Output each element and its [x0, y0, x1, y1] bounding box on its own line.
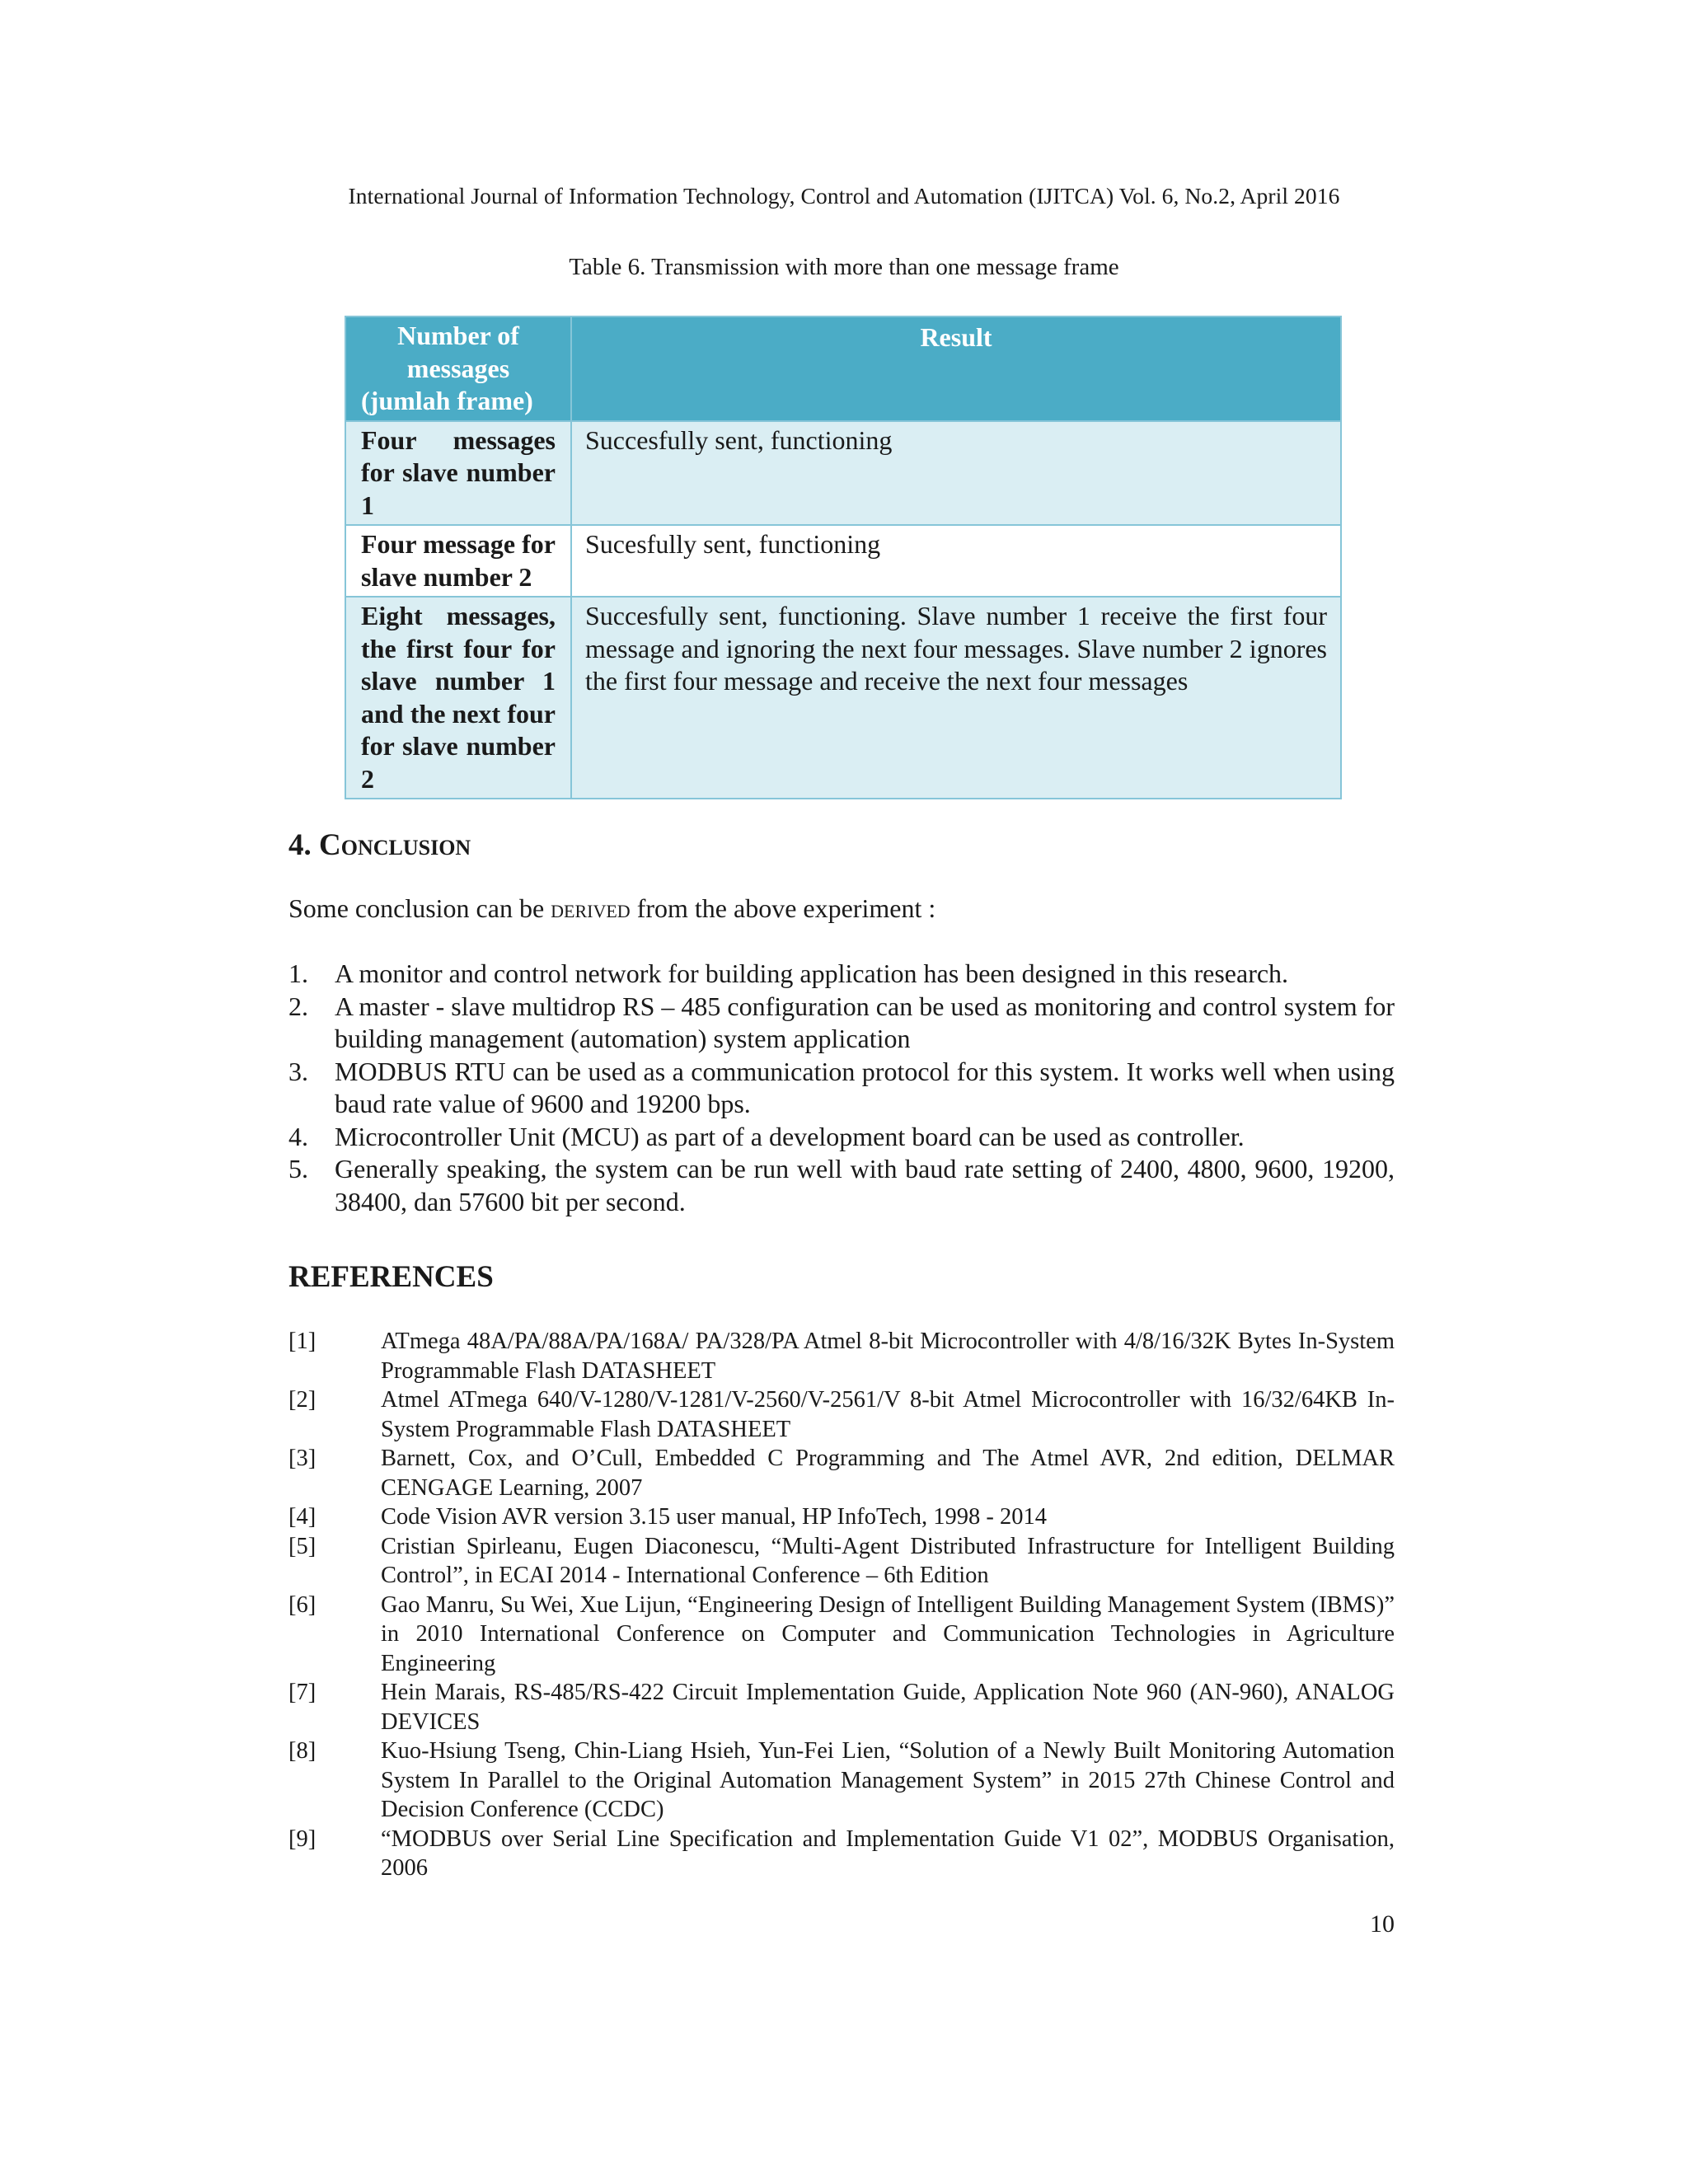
list-item	[288, 991, 1395, 1056]
column-header-messages: Number of messages (jumlah frame)	[345, 316, 571, 421]
column-header-result: Result	[571, 316, 1341, 421]
reference-text: Cristian Spirleanu, Eugen Diaconescu, “Multi-Agent Distributed Infrastructure for Intelligent Building Control”, in ECAI 2014 - International Conference – 6th Edition	[381, 1533, 1395, 1588]
reference-item	[288, 1678, 1395, 1736]
cell-messages: Eight messages, the first four for slave number 1 and the next four for slave number 2	[345, 597, 571, 799]
table-row	[345, 421, 1341, 526]
reference-number: [5]	[288, 1533, 316, 1559]
reference-number: [2]	[288, 1387, 316, 1413]
cell-result: Succesfully sent, functioning. Slave number 1 receive the first four message and ignoring the next four messages. Slave number 2 ignores the first four message and receive the next four messages	[571, 597, 1341, 799]
reference-text: Code Vision AVR version 3.15 user manual, HP InfoTech, 1998 - 2014	[381, 1504, 1047, 1530]
references-heading: REFERENCES	[288, 1260, 494, 1294]
conclusion-heading	[288, 827, 471, 863]
reference-list	[288, 1327, 1395, 1883]
running-header: International Journal of Information Technology, Control and Automation (IJITCA) Vol. 6, No.2, April 2016	[348, 183, 1340, 209]
reference-number: [8]	[288, 1738, 316, 1764]
reference-number: [4]	[288, 1504, 316, 1530]
list-item	[288, 1121, 1395, 1154]
reference-text: “MODBUS over Serial Line Specification and Implementation Guide V1 02”, MODBUS Organisation, 2006	[381, 1825, 1395, 1881]
table-header-row	[345, 316, 1341, 421]
reference-item	[288, 1444, 1395, 1502]
cell-result: Sucesfully sent, functioning	[571, 525, 1341, 597]
item-text: Microcontroller Unit (MCU) as part of a development board can be used as controller.	[335, 1121, 1245, 1151]
reference-item	[288, 1327, 1395, 1385]
reference-number: [3]	[288, 1446, 316, 1471]
item-number: 4.	[288, 1121, 308, 1151]
results-table	[345, 316, 1342, 799]
reference-item	[288, 1532, 1395, 1591]
reference-text: Barnett, Cox, and O’Cull, Embedded C Programming and The Atmel AVR, 2nd edition, DELMAR CENGAGE Learning, 2007	[381, 1446, 1395, 1501]
list-item	[288, 958, 1395, 991]
reference-number: [6]	[288, 1591, 316, 1618]
conclusion-intro	[288, 893, 935, 924]
intro-text-start: Some conclusion can be	[288, 893, 545, 923]
conclusion-list	[288, 958, 1395, 1218]
reference-text: Kuo-Hsiung Tseng, Chin-Liang Hsieh, Yun-Fei Lien, “Solution of a Newly Built Monitoring Automation System In Parallel to the Original Automation Management System” in 2015 27th Chinese Control and Decision Conference (CCDC)	[381, 1738, 1395, 1822]
reference-item	[288, 1825, 1395, 1883]
item-number: 3.	[288, 1056, 308, 1086]
item-text: Generally speaking, the system can be run well with baud rate setting of 2400, 4800, 9600, 19200, 38400, dan 57600 bit per second.	[335, 1154, 1395, 1216]
reference-text: Atmel ATmega 640/V-1280/V-1281/V-2560/V-2561/V 8-bit Atmel Microcontroller with 16/32/64KB In-System Programmable Flash DATASHEET	[381, 1387, 1395, 1442]
item-text: A master - slave multidrop RS – 485 configuration can be used as monitoring and control system for building management (automation) system application	[335, 991, 1395, 1053]
reference-number: [1]	[288, 1329, 316, 1354]
reference-number: [9]	[288, 1825, 316, 1852]
page-number: 10	[1370, 1910, 1395, 1938]
cell-messages: Four message for slave number 2	[345, 525, 571, 597]
item-number: 1.	[288, 958, 308, 988]
intro-text-emphasis: derived	[551, 893, 631, 923]
table-row	[345, 525, 1341, 597]
reference-item	[288, 1502, 1395, 1532]
reference-number: [7]	[288, 1680, 316, 1705]
cell-result: Succesfully sent, functioning	[571, 421, 1341, 526]
table-row	[345, 597, 1341, 799]
cell-messages: Four messages for slave number 1	[345, 421, 571, 526]
item-number: 5.	[288, 1154, 308, 1183]
table-caption: Table 6. Transmission with more than one message frame	[569, 254, 1119, 280]
reference-item	[288, 1385, 1395, 1444]
list-item	[288, 1153, 1395, 1218]
item-text: A monitor and control network for building application has been designed in this research.	[335, 958, 1289, 988]
item-number: 2.	[288, 991, 308, 1021]
item-text: MODBUS RTU can be used as a communication protocol for this system. It works well when using baud rate value of 9600 and 19200 bps.	[335, 1056, 1395, 1118]
section-title: Conclusion	[319, 828, 471, 862]
reference-text: Hein Marais, RS-485/RS-422 Circuit Implementation Guide, Application Note 960 (AN-960), ANALOG DEVICES	[381, 1680, 1395, 1735]
list-item	[288, 1056, 1395, 1121]
section-number: 4.	[288, 828, 312, 862]
reference-item	[288, 1591, 1395, 1679]
reference-text: Gao Manru, Su Wei, Xue Lijun, “Engineering Design of Intelligent Building Management System (IBMS)” in 2010 International Conference on Computer and Communication Technologies in Agriculture Engineering	[381, 1591, 1395, 1676]
intro-text-end: from the above experiment :	[636, 893, 936, 923]
reference-item	[288, 1736, 1395, 1825]
reference-text: ATmega 48A/PA/88A/PA/168A/ PA/328/PA Atmel 8-bit Microcontroller with 4/8/16/32K Bytes In-System Programmable Flash DATASHEET	[381, 1329, 1395, 1384]
